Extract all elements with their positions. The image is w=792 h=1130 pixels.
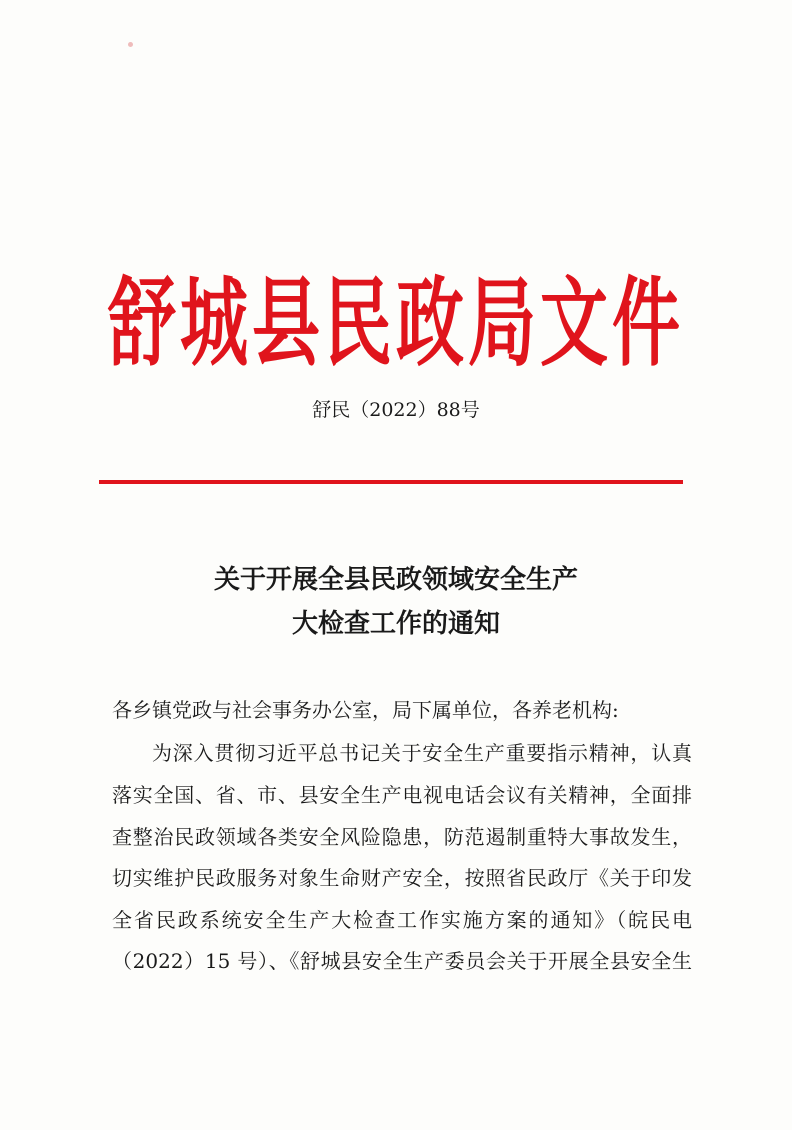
body-line: 查整治民政领域各类安全风险隐患，防范遏制重特大事故发生， xyxy=(112,825,692,849)
org-header-title: 舒城县民政局文件 xyxy=(107,268,684,381)
notice-title-line-1: 关于开展全县民政领域安全生产 xyxy=(213,565,578,595)
notice-title-line-2: 大检查工作的通知 xyxy=(291,609,500,639)
salutation: 各乡镇党政与社会事务办公室，局下属单位，各养老机构: xyxy=(112,698,619,722)
body-line: 全省民政系统安全生产大检查工作实施方案的通知》（皖民电 xyxy=(112,908,692,932)
red-divider-line xyxy=(99,480,683,484)
paper-speck xyxy=(128,42,133,47)
body-line: 切实维护民政服务对象生命财产安全，按照省民政厅《关于印发 xyxy=(112,866,692,890)
document-number: 舒民（2022）88号 xyxy=(312,399,480,421)
body-line: 落实全国、省、市、县安全生产电视电话会议有关精神，全面排 xyxy=(112,783,692,807)
body-line: 为深入贯彻习近平总书记关于安全生产重要指示精神，认真 xyxy=(152,741,692,765)
body-line: （2022）15 号）、《舒城县安全生产委员会关于开展全县安全生 xyxy=(112,949,692,973)
